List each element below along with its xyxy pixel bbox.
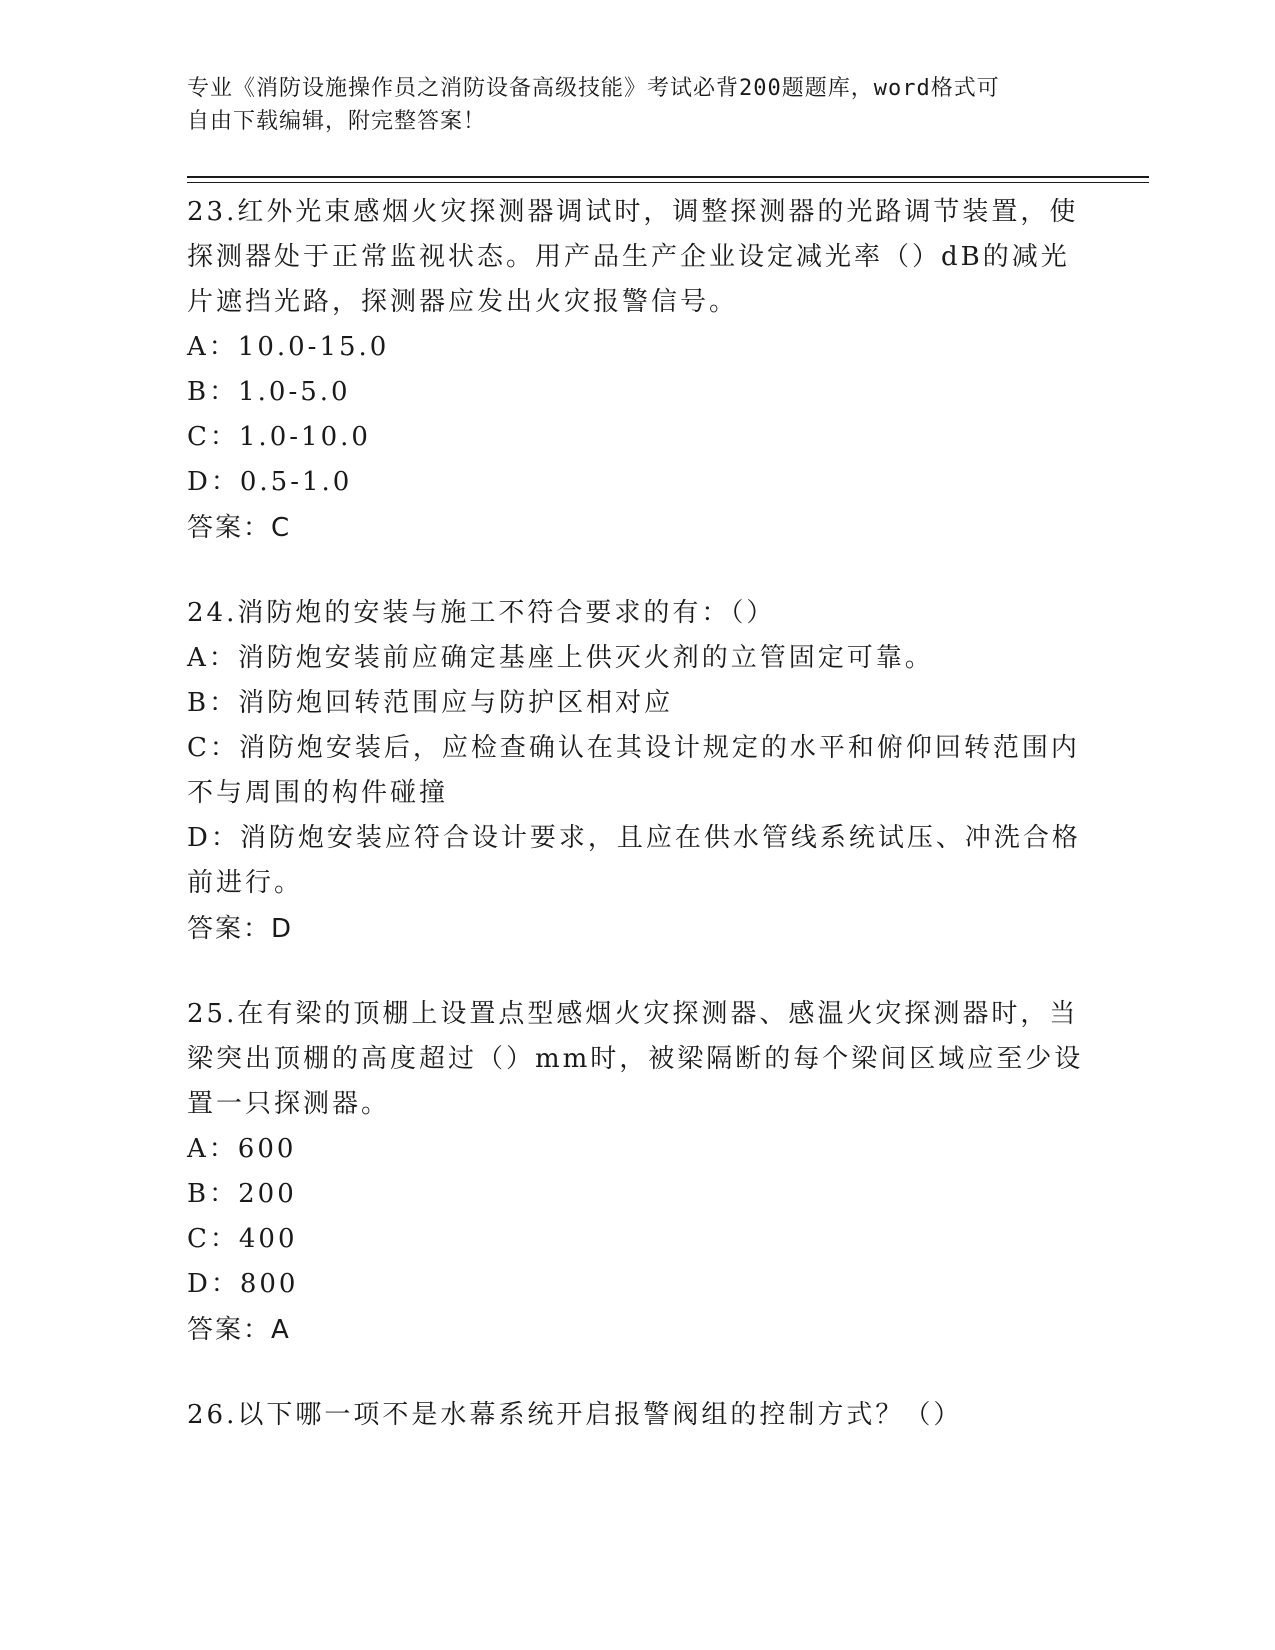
question-list [187, 190, 1087, 1478]
header-line-1: 专业《消防设施操作员之消防设备高级技能》考试必背200题题库，word格式可 [187, 76, 1000, 101]
option-d: D：消防炮安装应符合设计要求，且应在供水管线系统试压、冲洗合格前进行。 [187, 823, 1081, 898]
option-d: D：800 [187, 1269, 299, 1299]
document-header [187, 72, 1067, 138]
option-b: B：消防炮回转范围应与防护区相对应 [187, 688, 674, 718]
option-b: B：1.0-5.0 [187, 377, 351, 407]
question-25 [187, 992, 1087, 1353]
option-a: A：消防炮安装前应确定基座上供灭火剂的立管固定可靠。 [187, 643, 934, 673]
answer-label: 答案：A [187, 1315, 291, 1345]
answer-label: 答案：C [187, 513, 292, 543]
question-26 [187, 1393, 1087, 1438]
header-line-2: 自由下载编辑，附完整答案！ [187, 109, 487, 134]
option-c: C：400 [187, 1224, 298, 1254]
header-divider-bottom [187, 182, 1149, 183]
question-text: 26.以下哪一项不是水幕系统开启报警阀组的控制方式？（） [187, 1400, 963, 1430]
option-d: D：0.5-1.0 [187, 467, 353, 497]
header-divider-top [187, 176, 1149, 178]
question-text: 23.红外光束感烟火灾探测器调试时，调整探测器的光路调节装置，使探测器处于正常监视状态。用产品生产企业设定减光率（）dB的减光片遮挡光路，探测器应发出火灾报警信号。 [187, 197, 1079, 317]
question-24 [187, 591, 1087, 952]
option-a: A：600 [187, 1134, 297, 1164]
answer-label: 答案：D [187, 914, 294, 944]
question-23 [187, 190, 1087, 551]
question-text: 25.在有梁的顶棚上设置点型感烟火灾探测器、感温火灾探测器时，当梁突出顶棚的高度超过（）mm时，被梁隔断的每个梁间区域应至少设置一只探测器。 [187, 999, 1084, 1119]
option-c: C：消防炮安装后，应检查确认在其设计规定的水平和俯仰回转范围内不与周围的构件碰撞 [187, 733, 1080, 808]
option-c: C：1.0-10.0 [187, 422, 371, 452]
option-a: A：10.0-15.0 [187, 332, 390, 362]
option-b: B：200 [187, 1179, 297, 1209]
question-text: 24.消防炮的安装与施工不符合要求的有：（） [187, 598, 776, 628]
